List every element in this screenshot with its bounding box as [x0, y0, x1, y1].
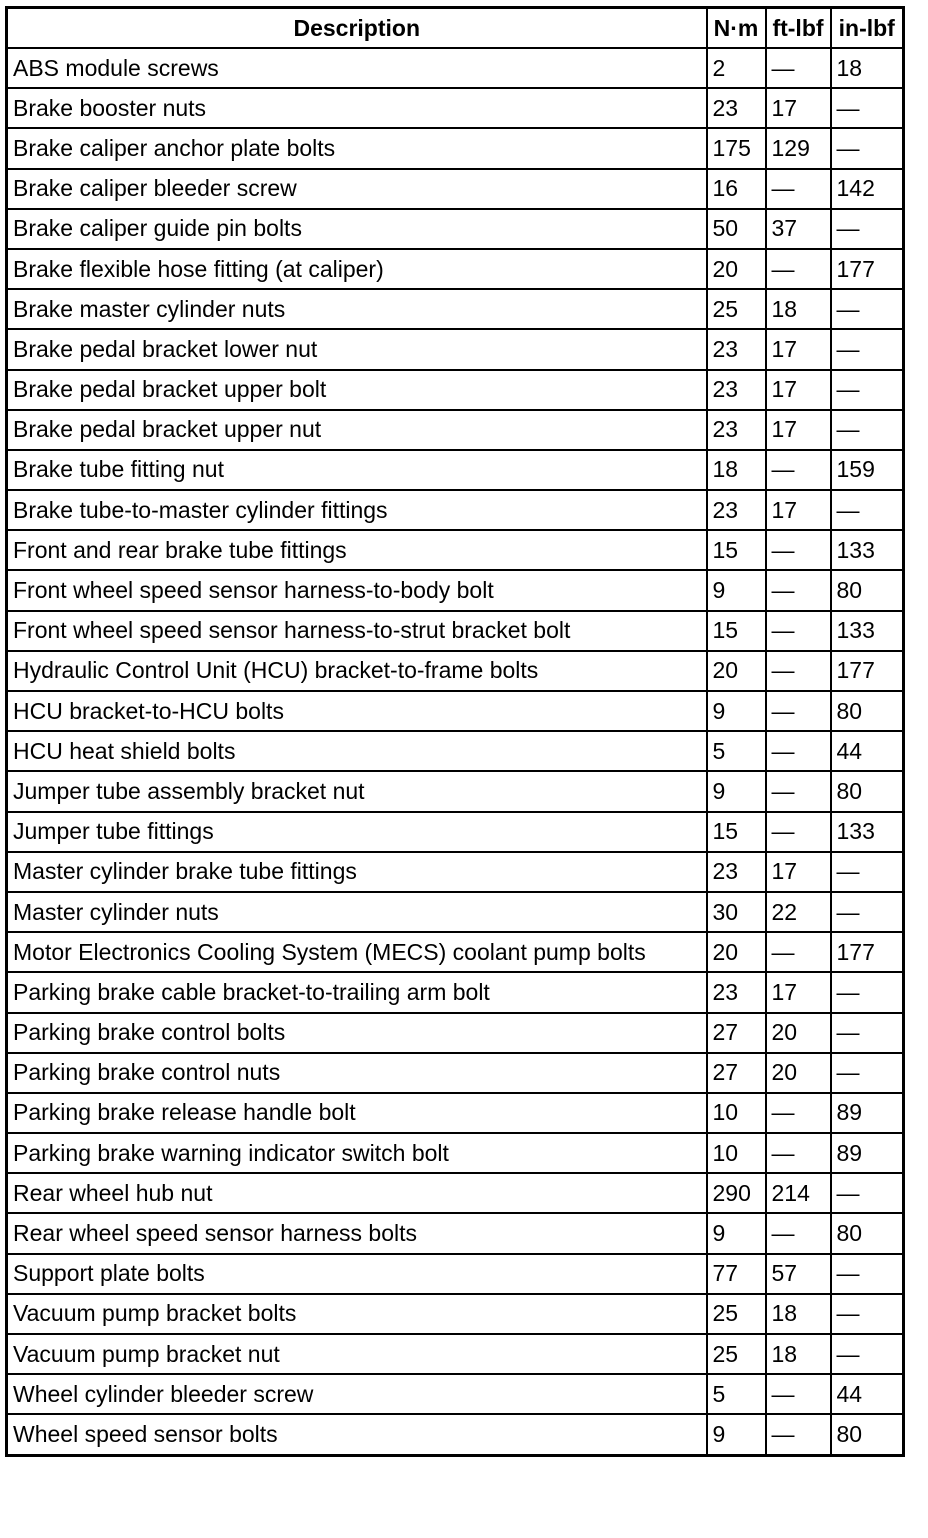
table-row — [7, 932, 904, 972]
foot-pounds-cell: — — [766, 1414, 831, 1455]
inch-pounds-cell: — — [831, 370, 904, 410]
torque-spec-table — [5, 6, 905, 1457]
table-row — [7, 1053, 904, 1093]
inch-pounds-cell: — — [831, 1013, 904, 1053]
newton-meters-cell: 10 — [707, 1093, 766, 1133]
newton-meters-cell: 9 — [707, 570, 766, 610]
description-cell: HCU heat shield bolts — [7, 731, 707, 771]
foot-pounds-cell: 18 — [766, 1294, 831, 1334]
description-cell: Rear wheel hub nut — [7, 1173, 707, 1213]
newton-meters-cell: 9 — [707, 691, 766, 731]
foot-pounds-cell: 129 — [766, 128, 831, 168]
newton-meters-cell: 15 — [707, 530, 766, 570]
foot-pounds-cell: — — [766, 450, 831, 490]
description-cell: Rear wheel speed sensor harness bolts — [7, 1213, 707, 1253]
description-cell: Brake caliper guide pin bolts — [7, 209, 707, 249]
newton-meters-cell: 20 — [707, 249, 766, 289]
table-row — [7, 1093, 904, 1133]
newton-meters-cell: 5 — [707, 1374, 766, 1414]
newton-meters-cell: 175 — [707, 128, 766, 168]
newton-meters-cell: 2 — [707, 48, 766, 88]
newton-meters-cell: 20 — [707, 932, 766, 972]
table-row — [7, 209, 904, 249]
description-cell: Parking brake warning indicator switch bolt — [7, 1133, 707, 1173]
table-row — [7, 1374, 904, 1414]
newton-meters-cell: 23 — [707, 972, 766, 1012]
foot-pounds-cell: — — [766, 691, 831, 731]
description-cell: Front wheel speed sensor harness-to-strut bracket bolt — [7, 611, 707, 651]
newton-meters-cell: 50 — [707, 209, 766, 249]
description-cell: Front and rear brake tube fittings — [7, 530, 707, 570]
newton-meters-cell: 27 — [707, 1053, 766, 1093]
newton-meters-cell: 9 — [707, 771, 766, 811]
description-cell: Jumper tube fittings — [7, 812, 707, 852]
newton-meters-cell: 290 — [707, 1173, 766, 1213]
table-row — [7, 1013, 904, 1053]
newton-meters-cell: 30 — [707, 892, 766, 932]
foot-pounds-cell: — — [766, 1374, 831, 1414]
inch-pounds-cell: — — [831, 490, 904, 530]
foot-pounds-cell: 17 — [766, 972, 831, 1012]
table-row — [7, 611, 904, 651]
description-cell: Motor Electronics Cooling System (MECS) coolant pump bolts — [7, 932, 707, 972]
table-row — [7, 972, 904, 1012]
newton-meters-cell: 5 — [707, 731, 766, 771]
newton-meters-cell: 23 — [707, 410, 766, 450]
table-row — [7, 1213, 904, 1253]
table-row — [7, 289, 904, 329]
inch-pounds-cell: 177 — [831, 651, 904, 691]
table-header — [7, 8, 904, 49]
description-cell: ABS module screws — [7, 48, 707, 88]
foot-pounds-cell: 17 — [766, 329, 831, 369]
table-row — [7, 169, 904, 209]
foot-pounds-cell: — — [766, 1093, 831, 1133]
table-row — [7, 450, 904, 490]
inch-pounds-cell: — — [831, 410, 904, 450]
newton-meters-cell: 9 — [707, 1414, 766, 1455]
description-cell: Wheel speed sensor bolts — [7, 1414, 707, 1455]
foot-pounds-cell: 18 — [766, 1334, 831, 1374]
description-cell: Brake tube fitting nut — [7, 450, 707, 490]
foot-pounds-cell: 57 — [766, 1254, 831, 1294]
foot-pounds-cell: — — [766, 249, 831, 289]
newton-meters-cell: 23 — [707, 88, 766, 128]
inch-pounds-cell: 177 — [831, 932, 904, 972]
inch-pounds-cell: 80 — [831, 691, 904, 731]
foot-pounds-cell: 18 — [766, 289, 831, 329]
description-cell: Master cylinder nuts — [7, 892, 707, 932]
foot-pounds-cell: — — [766, 169, 831, 209]
table-row — [7, 570, 904, 610]
inch-pounds-cell: — — [831, 289, 904, 329]
inch-pounds-cell: — — [831, 1294, 904, 1334]
foot-pounds-cell: — — [766, 932, 831, 972]
newton-meters-cell: 25 — [707, 1294, 766, 1334]
inch-pounds-cell: — — [831, 972, 904, 1012]
inch-pounds-cell: 133 — [831, 611, 904, 651]
table-row — [7, 731, 904, 771]
inch-pounds-cell: — — [831, 1334, 904, 1374]
description-cell: Vacuum pump bracket nut — [7, 1334, 707, 1374]
description-cell: Parking brake release handle bolt — [7, 1093, 707, 1133]
table-row — [7, 128, 904, 168]
foot-pounds-cell: — — [766, 1213, 831, 1253]
inch-pounds-cell: — — [831, 852, 904, 892]
description-cell: Front wheel speed sensor harness-to-body bolt — [7, 570, 707, 610]
inch-pounds-cell: 80 — [831, 570, 904, 610]
inch-pounds-cell: — — [831, 88, 904, 128]
newton-meters-cell: 77 — [707, 1254, 766, 1294]
inch-pounds-cell: 89 — [831, 1133, 904, 1173]
foot-pounds-cell: — — [766, 651, 831, 691]
newton-meters-cell: 23 — [707, 490, 766, 530]
newton-meters-cell: 27 — [707, 1013, 766, 1053]
header-row — [7, 8, 904, 49]
foot-pounds-cell: — — [766, 731, 831, 771]
foot-pounds-cell: 20 — [766, 1053, 831, 1093]
foot-pounds-cell: 17 — [766, 88, 831, 128]
newton-meters-cell: 20 — [707, 651, 766, 691]
newton-meters-cell: 23 — [707, 852, 766, 892]
description-cell: Vacuum pump bracket bolts — [7, 1294, 707, 1334]
table-row — [7, 249, 904, 289]
newton-meters-cell: 18 — [707, 450, 766, 490]
table-row — [7, 1294, 904, 1334]
description-cell: Parking brake control bolts — [7, 1013, 707, 1053]
foot-pounds-cell: — — [766, 570, 831, 610]
inch-pounds-cell: 159 — [831, 450, 904, 490]
table-row — [7, 771, 904, 811]
foot-pounds-cell: — — [766, 48, 831, 88]
description-cell: Brake pedal bracket upper nut — [7, 410, 707, 450]
description-cell: Jumper tube assembly bracket nut — [7, 771, 707, 811]
table-row — [7, 370, 904, 410]
table-row — [7, 691, 904, 731]
table-row — [7, 410, 904, 450]
foot-pounds-cell: 17 — [766, 852, 831, 892]
table-row — [7, 1133, 904, 1173]
foot-pounds-cell: — — [766, 1133, 831, 1173]
header-description: Description — [7, 8, 707, 49]
inch-pounds-cell: — — [831, 209, 904, 249]
foot-pounds-cell: 22 — [766, 892, 831, 932]
newton-meters-cell: 9 — [707, 1213, 766, 1253]
table-row — [7, 1254, 904, 1294]
header-foot-pounds: ft-lbf — [766, 8, 831, 49]
description-cell: Parking brake cable bracket-to-trailing arm bolt — [7, 972, 707, 1012]
inch-pounds-cell: 44 — [831, 1374, 904, 1414]
description-cell: Brake flexible hose fitting (at caliper) — [7, 249, 707, 289]
description-cell: Brake booster nuts — [7, 88, 707, 128]
table-row — [7, 1334, 904, 1374]
description-cell: Parking brake control nuts — [7, 1053, 707, 1093]
description-cell: Brake pedal bracket lower nut — [7, 329, 707, 369]
foot-pounds-cell: 214 — [766, 1173, 831, 1213]
inch-pounds-cell: — — [831, 1053, 904, 1093]
description-cell: Brake caliper anchor plate bolts — [7, 128, 707, 168]
foot-pounds-cell: — — [766, 812, 831, 852]
inch-pounds-cell: — — [831, 128, 904, 168]
description-cell: Master cylinder brake tube fittings — [7, 852, 707, 892]
description-cell: Support plate bolts — [7, 1254, 707, 1294]
inch-pounds-cell: — — [831, 1254, 904, 1294]
table-row — [7, 651, 904, 691]
foot-pounds-cell: 20 — [766, 1013, 831, 1053]
newton-meters-cell: 15 — [707, 812, 766, 852]
description-cell: Brake caliper bleeder screw — [7, 169, 707, 209]
inch-pounds-cell: 80 — [831, 771, 904, 811]
description-cell: HCU bracket-to-HCU bolts — [7, 691, 707, 731]
inch-pounds-cell: 142 — [831, 169, 904, 209]
description-cell: Brake tube-to-master cylinder fittings — [7, 490, 707, 530]
inch-pounds-cell: 18 — [831, 48, 904, 88]
foot-pounds-cell: — — [766, 771, 831, 811]
newton-meters-cell: 23 — [707, 370, 766, 410]
header-newton-meters: N·m — [707, 8, 766, 49]
table-row — [7, 530, 904, 570]
inch-pounds-cell: — — [831, 1173, 904, 1213]
table-row — [7, 892, 904, 932]
table-row — [7, 1414, 904, 1455]
newton-meters-cell: 16 — [707, 169, 766, 209]
description-cell: Brake master cylinder nuts — [7, 289, 707, 329]
table-row — [7, 812, 904, 852]
inch-pounds-cell: 133 — [831, 530, 904, 570]
newton-meters-cell: 25 — [707, 1334, 766, 1374]
inch-pounds-cell: — — [831, 329, 904, 369]
inch-pounds-cell: 89 — [831, 1093, 904, 1133]
foot-pounds-cell: 37 — [766, 209, 831, 249]
newton-meters-cell: 25 — [707, 289, 766, 329]
description-cell: Wheel cylinder bleeder screw — [7, 1374, 707, 1414]
foot-pounds-cell: 17 — [766, 370, 831, 410]
table-row — [7, 1173, 904, 1213]
newton-meters-cell: 10 — [707, 1133, 766, 1173]
inch-pounds-cell: 133 — [831, 812, 904, 852]
newton-meters-cell: 23 — [707, 329, 766, 369]
inch-pounds-cell: 44 — [831, 731, 904, 771]
inch-pounds-cell: 177 — [831, 249, 904, 289]
inch-pounds-cell: — — [831, 892, 904, 932]
inch-pounds-cell: 80 — [831, 1213, 904, 1253]
inch-pounds-cell: 80 — [831, 1414, 904, 1455]
foot-pounds-cell: — — [766, 530, 831, 570]
table-row — [7, 329, 904, 369]
header-inch-pounds: in-lbf — [831, 8, 904, 49]
description-cell: Brake pedal bracket upper bolt — [7, 370, 707, 410]
table-row — [7, 490, 904, 530]
foot-pounds-cell: 17 — [766, 410, 831, 450]
table-row — [7, 852, 904, 892]
table-row — [7, 48, 904, 88]
table-row — [7, 88, 904, 128]
description-cell: Hydraulic Control Unit (HCU) bracket-to-frame bolts — [7, 651, 707, 691]
table-body — [7, 48, 904, 1455]
foot-pounds-cell: 17 — [766, 490, 831, 530]
foot-pounds-cell: — — [766, 611, 831, 651]
newton-meters-cell: 15 — [707, 611, 766, 651]
